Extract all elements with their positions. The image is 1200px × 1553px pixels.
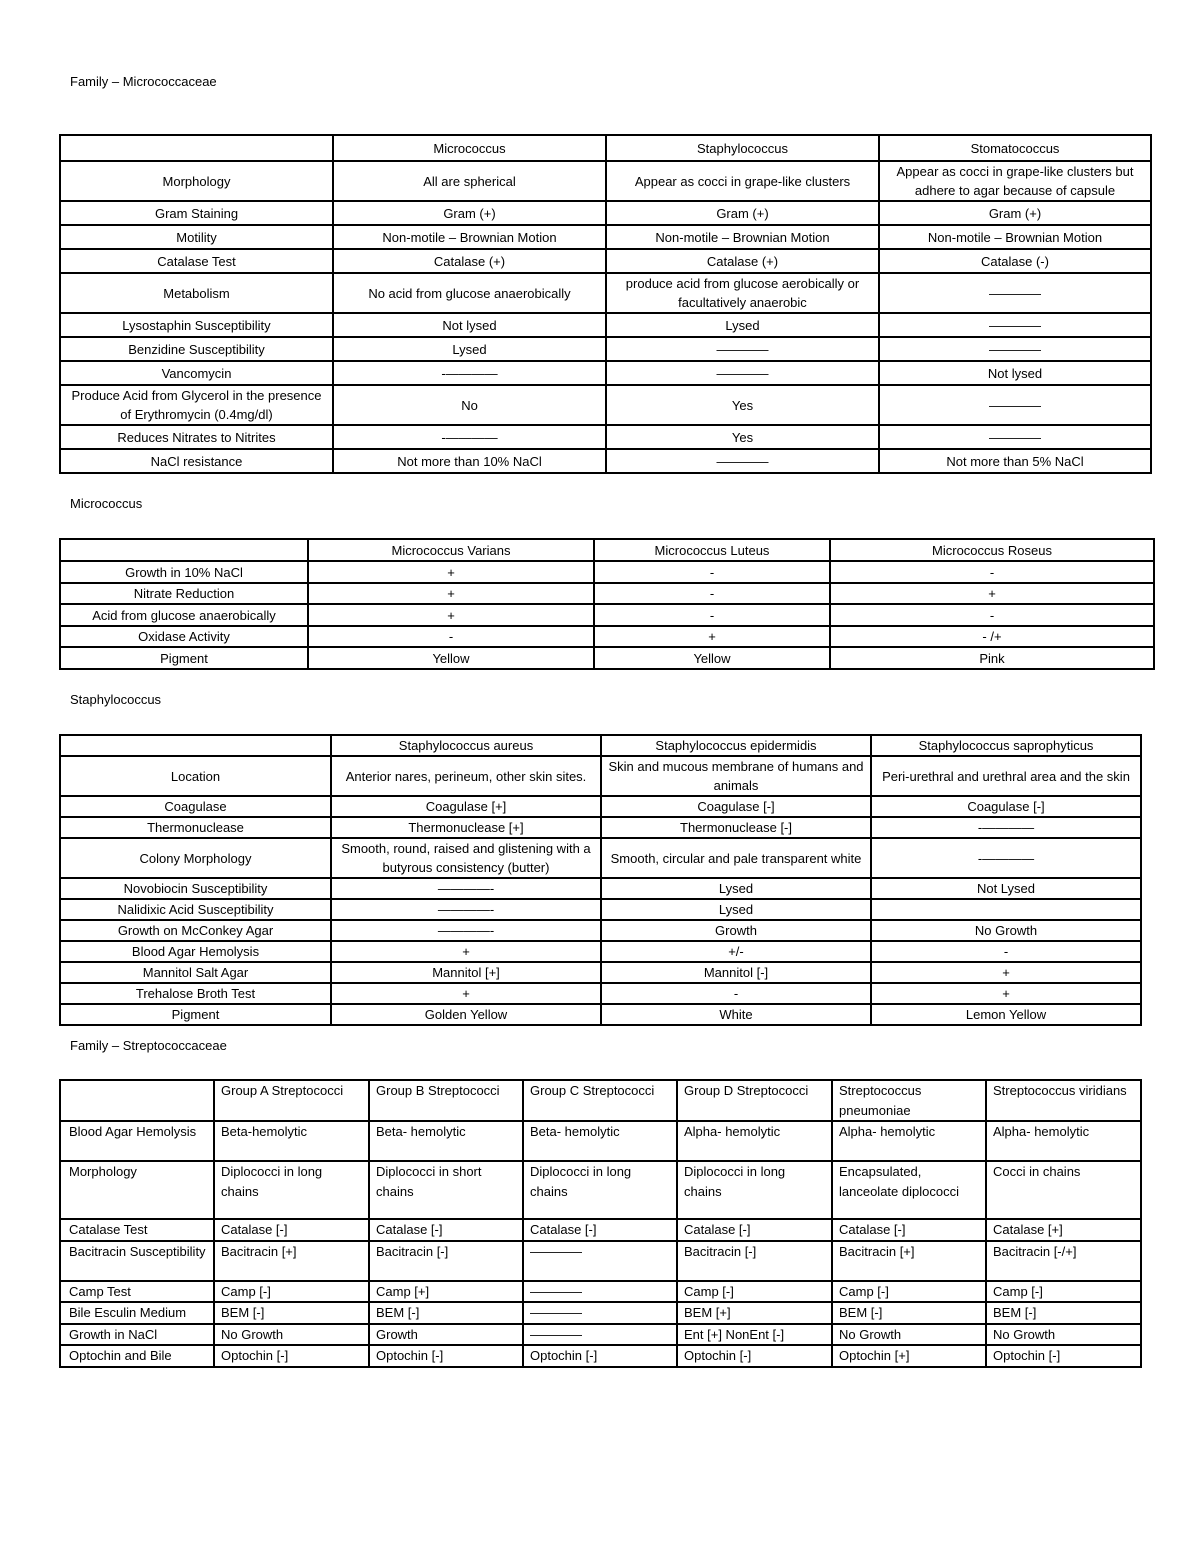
- table-cell: ————: [879, 273, 1151, 313]
- table-cell: Diplococci in long chains: [677, 1161, 832, 1219]
- table-cell: Not more than 5% NaCl: [879, 449, 1151, 473]
- table-cell: ————: [879, 385, 1151, 425]
- table-row: [60, 225, 1151, 249]
- column-header: Staphylococcus aureus: [331, 735, 601, 756]
- row-label: Location: [60, 756, 331, 796]
- table-cell: +: [871, 983, 1141, 1004]
- table-cell: -————: [333, 361, 606, 385]
- table-row: [60, 313, 1151, 337]
- table-cell: +: [594, 626, 830, 647]
- header-row: [60, 135, 1151, 161]
- table-cell: Not more than 10% NaCl: [333, 449, 606, 473]
- row-label: Catalase Test: [60, 1219, 214, 1241]
- section-title-staphylococcus: Staphylococcus: [70, 692, 162, 707]
- table-cell: Not lysed: [333, 313, 606, 337]
- table-cell: BEM [-]: [986, 1302, 1141, 1324]
- table-cell: ————: [606, 337, 879, 361]
- table-cell: +/-: [601, 941, 871, 962]
- table-cell: Coagulase [-]: [871, 796, 1141, 817]
- table-cell: -: [594, 561, 830, 583]
- table-row: [60, 1324, 1141, 1346]
- table-cell: Catalase (+): [606, 249, 879, 273]
- header-row: [60, 735, 1141, 756]
- table-cell: +: [830, 583, 1154, 604]
- table-cell: Gram (+): [879, 201, 1151, 225]
- table-cell: Peri-urethral and urethral area and the skin: [871, 756, 1141, 796]
- table-cell: Thermonuclease [+]: [331, 817, 601, 838]
- header-row: [60, 539, 1154, 561]
- table-row: [60, 878, 1141, 899]
- row-label: Thermonuclease: [60, 817, 331, 838]
- table-cell: ————: [523, 1241, 677, 1281]
- table-cell: -: [594, 604, 830, 626]
- table-cell: Camp [-]: [677, 1281, 832, 1303]
- column-header: Group A Streptococci: [214, 1080, 369, 1121]
- table-row: [60, 626, 1154, 647]
- table-cell: Ent [+] NonEnt [-]: [677, 1324, 832, 1346]
- table-row: [60, 449, 1151, 473]
- row-label: Catalase Test: [60, 249, 333, 273]
- table-cell: Yes: [606, 425, 879, 449]
- table-row: [60, 817, 1141, 838]
- row-label: Novobiocin Susceptibility: [60, 878, 331, 899]
- section-title-micrococcaceae: Family – Micrococcaceae: [70, 74, 217, 89]
- row-label: Motility: [60, 225, 333, 249]
- row-label: Pigment: [60, 647, 308, 669]
- table-cell: +: [308, 604, 594, 626]
- table-row: [60, 1302, 1141, 1324]
- column-header: Group C Streptococci: [523, 1080, 677, 1121]
- table-cell: ————: [606, 361, 879, 385]
- column-header: [60, 1080, 214, 1121]
- table-cell: ————: [523, 1324, 677, 1346]
- table-cell: +: [308, 561, 594, 583]
- column-header: Staphylococcus epidermidis: [601, 735, 871, 756]
- table-cell: Cocci in chains: [986, 1161, 1141, 1219]
- table-row: [60, 273, 1151, 313]
- table-row: [60, 756, 1141, 796]
- table-row: [60, 1004, 1141, 1025]
- table-cell: No Growth: [871, 920, 1141, 941]
- table-cell: BEM [-]: [214, 1302, 369, 1324]
- row-label: Oxidase Activity: [60, 626, 308, 647]
- row-label: Trehalose Broth Test: [60, 983, 331, 1004]
- table-cell: Beta- hemolytic: [369, 1121, 523, 1161]
- row-label: Growth in 10% NaCl: [60, 561, 308, 583]
- table-cell: Non-motile – Brownian Motion: [333, 225, 606, 249]
- table-cell: No acid from glucose anaerobically: [333, 273, 606, 313]
- table-cell: -: [830, 561, 1154, 583]
- table-cell: ————: [879, 313, 1151, 337]
- table-cell: All are spherical: [333, 161, 606, 201]
- table-cell: Optochin [-]: [986, 1345, 1141, 1367]
- table-cell: Catalase [-]: [523, 1219, 677, 1241]
- table-cell: produce acid from glucose aerobically or facultatively anaerobic: [606, 273, 879, 313]
- table-cell: ————-: [331, 899, 601, 920]
- table-cell: Yes: [606, 385, 879, 425]
- section-title-streptococcaceae: Family – Streptococcaceae: [70, 1038, 227, 1053]
- table-cell: Catalase [-]: [677, 1219, 832, 1241]
- table-cell: Thermonuclease [-]: [601, 817, 871, 838]
- table-cell: Diplococci in short chains: [369, 1161, 523, 1219]
- row-label: Produce Acid from Glycerol in the presence of Erythromycin (0.4mg/dl): [60, 385, 333, 425]
- table-cell: Anterior nares, perineum, other skin sites.: [331, 756, 601, 796]
- row-label: Lysostaphin Susceptibility: [60, 313, 333, 337]
- table-cell: No Growth: [214, 1324, 369, 1346]
- table-cell: Gram (+): [333, 201, 606, 225]
- table-cell: ————: [523, 1302, 677, 1324]
- table-cell: -: [594, 583, 830, 604]
- table-row: [60, 1241, 1141, 1281]
- table-cell: Smooth, circular and pale transparent white: [601, 838, 871, 878]
- column-header: Stomatococcus: [879, 135, 1151, 161]
- table-cell: +: [308, 583, 594, 604]
- table-cell: Diplococci in long chains: [523, 1161, 677, 1219]
- table-cell: Growth: [369, 1324, 523, 1346]
- table-cell: ————: [523, 1281, 677, 1303]
- table-cell: BEM [+]: [677, 1302, 832, 1324]
- row-label: Metabolism: [60, 273, 333, 313]
- row-label: NaCl resistance: [60, 449, 333, 473]
- table-row: [60, 161, 1151, 201]
- row-label: Colony Morphology: [60, 838, 331, 878]
- header-row: [60, 1080, 1141, 1121]
- table-cell: -————: [871, 838, 1141, 878]
- table-cell: Camp [-]: [214, 1281, 369, 1303]
- table-cell: Bacitracin [+]: [832, 1241, 986, 1281]
- table-cell: Appear as cocci in grape-like clusters but adhere to agar because of capsule: [879, 161, 1151, 201]
- table-cell: Skin and mucous membrane of humans and animals: [601, 756, 871, 796]
- table-cell: +: [331, 983, 601, 1004]
- table-row: [60, 1121, 1141, 1161]
- table-cell: No Growth: [832, 1324, 986, 1346]
- table-row: [60, 796, 1141, 817]
- row-label: Pigment: [60, 1004, 331, 1025]
- table-cell: Golden Yellow: [331, 1004, 601, 1025]
- column-header: Micrococcus Roseus: [830, 539, 1154, 561]
- table-cell: Bacitracin [-]: [677, 1241, 832, 1281]
- row-label: Morphology: [60, 161, 333, 201]
- table-cell: Lysed: [601, 899, 871, 920]
- column-header: Micrococcus Varians: [308, 539, 594, 561]
- table-cell: +: [331, 941, 601, 962]
- row-label: Bile Esculin Medium: [60, 1302, 214, 1324]
- row-label: Morphology: [60, 1161, 214, 1219]
- row-label: Camp Test: [60, 1281, 214, 1303]
- table-cell: BEM [-]: [369, 1302, 523, 1324]
- table-cell: No: [333, 385, 606, 425]
- table-row: [60, 838, 1141, 878]
- table-cell: Camp [+]: [369, 1281, 523, 1303]
- row-label: Acid from glucose anaerobically: [60, 604, 308, 626]
- table-cell: Not Lysed: [871, 878, 1141, 899]
- table-row: [60, 249, 1151, 273]
- table-cell: Optochin [+]: [832, 1345, 986, 1367]
- row-label: Blood Agar Hemolysis: [60, 941, 331, 962]
- table-row: [60, 583, 1154, 604]
- table-row: [60, 1281, 1141, 1303]
- table-cell: ————: [879, 425, 1151, 449]
- table-cell: Not lysed: [879, 361, 1151, 385]
- table-cell: Mannitol [+]: [331, 962, 601, 983]
- row-label: Blood Agar Hemolysis: [60, 1121, 214, 1161]
- table-cell: - /+: [830, 626, 1154, 647]
- row-label: Reduces Nitrates to Nitrites: [60, 425, 333, 449]
- table-cell: Lemon Yellow: [871, 1004, 1141, 1025]
- table-cell: Alpha- hemolytic: [832, 1121, 986, 1161]
- table-cell: Beta- hemolytic: [523, 1121, 677, 1161]
- table-row: [60, 1345, 1141, 1367]
- row-label: Growth in NaCl: [60, 1324, 214, 1346]
- table-row: [60, 385, 1151, 425]
- table-cell: Lysed: [606, 313, 879, 337]
- column-header: Staphylococcus: [606, 135, 879, 161]
- staphylococcus-table: [59, 734, 1142, 1026]
- row-label: Gram Staining: [60, 201, 333, 225]
- table-cell: -: [308, 626, 594, 647]
- table-cell: Appear as cocci in grape-like clusters: [606, 161, 879, 201]
- table-cell: Bacitracin [+]: [214, 1241, 369, 1281]
- row-label: Benzidine Susceptibility: [60, 337, 333, 361]
- table-cell: Mannitol [-]: [601, 962, 871, 983]
- table-cell: -: [871, 941, 1141, 962]
- table-cell: Encapsulated, lanceolate diplococci: [832, 1161, 986, 1219]
- micrococcaceae-table: [59, 134, 1152, 474]
- table-cell: +: [871, 962, 1141, 983]
- table-cell: Camp [-]: [986, 1281, 1141, 1303]
- table-row: [60, 1219, 1141, 1241]
- table-row: [60, 361, 1151, 385]
- table-cell: -: [601, 983, 871, 1004]
- table-row: [60, 425, 1151, 449]
- table-cell: White: [601, 1004, 871, 1025]
- table-cell: Optochin [-]: [677, 1345, 832, 1367]
- column-header: Group D Streptococci: [677, 1080, 832, 1121]
- table-cell: Catalase [-]: [832, 1219, 986, 1241]
- table-cell: Yellow: [308, 647, 594, 669]
- section-title-micrococcus: Micrococcus: [70, 496, 143, 511]
- table-cell: Catalase [-]: [369, 1219, 523, 1241]
- table-row: [60, 1161, 1141, 1219]
- table-cell: Bacitracin [-/+]: [986, 1241, 1141, 1281]
- table-cell: Beta-hemolytic: [214, 1121, 369, 1161]
- table-cell: ————-: [331, 878, 601, 899]
- row-label: Growth on McConkey Agar: [60, 920, 331, 941]
- column-header: Streptococcus viridians: [986, 1080, 1141, 1121]
- table-cell: Alpha- hemolytic: [986, 1121, 1141, 1161]
- table-row: [60, 337, 1151, 361]
- table-cell: Camp [-]: [832, 1281, 986, 1303]
- table-row: [60, 899, 1141, 920]
- column-header: Micrococcus: [333, 135, 606, 161]
- column-header: Group B Streptococci: [369, 1080, 523, 1121]
- table-cell: Yellow: [594, 647, 830, 669]
- table-row: [60, 561, 1154, 583]
- table-row: [60, 201, 1151, 225]
- table-cell: ————: [879, 337, 1151, 361]
- table-cell: -————: [871, 817, 1141, 838]
- column-header: Micrococcus Luteus: [594, 539, 830, 561]
- table-cell: Catalase [-]: [214, 1219, 369, 1241]
- table-row: [60, 604, 1154, 626]
- row-label: Nitrate Reduction: [60, 583, 308, 604]
- row-label: Vancomycin: [60, 361, 333, 385]
- table-cell: Pink: [830, 647, 1154, 669]
- table-cell: ————: [606, 449, 879, 473]
- table-cell: Alpha- hemolytic: [677, 1121, 832, 1161]
- table-cell: Bacitracin [-]: [369, 1241, 523, 1281]
- table-row: [60, 941, 1141, 962]
- table-cell: Non-motile – Brownian Motion: [879, 225, 1151, 249]
- table-cell: Coagulase [-]: [601, 796, 871, 817]
- row-label: Bacitracin Susceptibility: [60, 1241, 214, 1281]
- table-row: [60, 920, 1141, 941]
- table-cell: Catalase (+): [333, 249, 606, 273]
- table-row: [60, 647, 1154, 669]
- table-cell: Catalase [+]: [986, 1219, 1141, 1241]
- column-header: Staphylococcus saprophyticus: [871, 735, 1141, 756]
- table-cell: Lysed: [333, 337, 606, 361]
- table-cell: Coagulase [+]: [331, 796, 601, 817]
- column-header: [60, 539, 308, 561]
- row-label: Mannitol Salt Agar: [60, 962, 331, 983]
- table-row: [60, 983, 1141, 1004]
- column-header: [60, 135, 333, 161]
- table-row: [60, 962, 1141, 983]
- table-cell: BEM [-]: [832, 1302, 986, 1324]
- table-cell: Gram (+): [606, 201, 879, 225]
- table-cell: Optochin [-]: [369, 1345, 523, 1367]
- table-cell: Optochin [-]: [214, 1345, 369, 1367]
- table-cell: Diplococci in long chains: [214, 1161, 369, 1219]
- table-cell: [871, 899, 1141, 920]
- table-cell: Lysed: [601, 878, 871, 899]
- table-cell: -————: [333, 425, 606, 449]
- row-label: Optochin and Bile: [60, 1345, 214, 1367]
- streptococcaceae-table: [59, 1079, 1142, 1368]
- table-cell: Non-motile – Brownian Motion: [606, 225, 879, 249]
- table-cell: -: [830, 604, 1154, 626]
- column-header: Streptococcus pneumoniae: [832, 1080, 986, 1121]
- table-cell: Catalase (-): [879, 249, 1151, 273]
- table-cell: No Growth: [986, 1324, 1141, 1346]
- table-cell: Optochin [-]: [523, 1345, 677, 1367]
- row-label: Nalidixic Acid Susceptibility: [60, 899, 331, 920]
- table-cell: ————-: [331, 920, 601, 941]
- column-header: [60, 735, 331, 756]
- table-cell: Smooth, round, raised and glistening with a butyrous consistency (butter): [331, 838, 601, 878]
- row-label: Coagulase: [60, 796, 331, 817]
- micrococcus-table: [59, 538, 1155, 670]
- table-cell: Growth: [601, 920, 871, 941]
